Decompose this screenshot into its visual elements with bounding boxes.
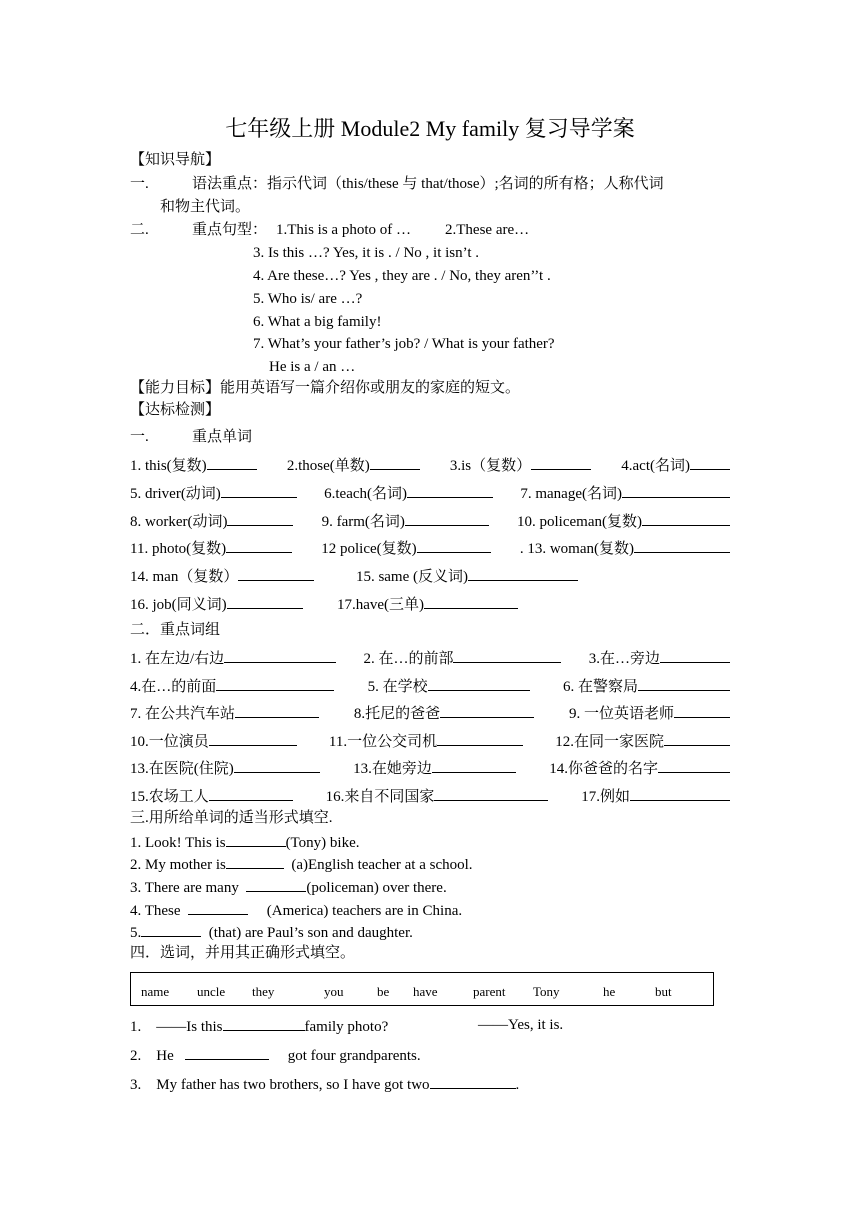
answer-blank[interactable]: [221, 482, 297, 498]
page-title: 七年级上册 Module2 My family 复习导学案: [225, 116, 635, 141]
word-bank-item: have: [413, 984, 438, 999]
answer-blank[interactable]: [226, 853, 284, 869]
answer-blank[interactable]: [226, 831, 286, 847]
vocab-item: 3.is（复数）: [449, 458, 532, 474]
word-bank-item: be: [377, 984, 390, 999]
sentence-4: 4. Are these…? Yes , they are . / No, they aren’’t .: [253, 268, 551, 284]
phrase-item: 1. 在左边/右边: [130, 651, 225, 667]
phrase-item: 4.在…的前面: [130, 679, 217, 695]
vocab-heading: 重点单词: [192, 429, 253, 445]
phrase-item: 2. 在…的前部: [363, 651, 454, 667]
answer-blank[interactable]: [622, 482, 730, 498]
vocab-row: [130, 454, 730, 476]
phrase-item: 13.在她旁边: [353, 761, 432, 777]
choose-answer-1: ——Yes, it is.: [478, 1017, 564, 1033]
word-bank-item: uncle: [197, 984, 226, 999]
answer-blank[interactable]: [207, 454, 257, 470]
phrase-item: 9. 一位英语老师: [568, 706, 674, 722]
grammar-line1: 语法重点：指示代词（this/these 与 that/those）;名词的所有格；人称代词: [192, 176, 664, 192]
vocab-item: 9. farm(名词): [321, 514, 405, 530]
word-bank-item: name: [141, 984, 170, 999]
answer-blank[interactable]: [660, 647, 730, 663]
question-text: .: [515, 1077, 520, 1093]
answer-blank[interactable]: [468, 565, 578, 581]
phrase-item: 16.来自不同国家: [325, 789, 435, 805]
answer-blank[interactable]: [223, 1015, 305, 1031]
vocab-num: 一.: [130, 429, 149, 445]
phrase-item: 17.例如: [581, 789, 630, 805]
question-number: 1.: [130, 1019, 142, 1035]
word-bank-item: he: [603, 984, 616, 999]
vocab-item: . 13. woman(复数): [519, 541, 634, 557]
sentence-1: 1.This is a photo of …: [276, 222, 411, 238]
answer-blank[interactable]: [453, 647, 561, 663]
phrase-row: [130, 675, 730, 697]
answer-blank[interactable]: [407, 482, 493, 498]
sentence-3: 3. Is this …? Yes, it is . / No , it isn’t .: [253, 245, 480, 261]
word-bank: [130, 972, 714, 1006]
question-text: (a)English teacher at a school.: [291, 857, 473, 873]
question-text: (Tony) bike.: [285, 835, 360, 851]
answer-blank[interactable]: [370, 454, 420, 470]
answer-blank[interactable]: [405, 510, 489, 526]
phrase-row: [130, 730, 730, 752]
answer-blank[interactable]: [658, 757, 730, 773]
answer-blank[interactable]: [434, 785, 548, 801]
answer-blank[interactable]: [664, 730, 730, 746]
vocab-row: [130, 593, 518, 615]
phrase-item: 10.一位演员: [130, 734, 209, 750]
phrase-item: 8.托尼的爸爸: [353, 706, 441, 722]
sentence-7: 7. What’s your father’s job? / What is your father?: [253, 336, 555, 352]
answer-blank[interactable]: [185, 1044, 269, 1060]
answer-blank[interactable]: [238, 565, 314, 581]
word-bank-item: parent: [473, 984, 506, 999]
question-number: 2.: [130, 1048, 142, 1064]
sentences-num: 二.: [130, 222, 149, 238]
answer-blank[interactable]: [227, 510, 293, 526]
question-number: 3.: [130, 1077, 142, 1093]
phrase-item: 5. 在学校: [367, 679, 428, 695]
phrase-row: [130, 647, 730, 669]
answer-blank[interactable]: [638, 675, 730, 691]
phrase-item: 7. 在公共汽车站: [130, 706, 236, 722]
answer-blank[interactable]: [209, 785, 293, 801]
phrase-item: 11.一位公交司机: [328, 734, 438, 750]
forms-heading: 三.用所给单词的适当形式填空.: [130, 810, 333, 826]
forms-question-1: [130, 831, 360, 853]
ability-goal: 【能力目标】能用英语写一篇介绍你或朋友的家庭的短文。: [130, 380, 521, 396]
vocab-item: 2.those(单数): [286, 458, 370, 474]
vocab-item: 11. photo(复数): [130, 541, 227, 557]
phrase-item: 14.你爸爸的名字: [549, 761, 658, 777]
vocab-item: 16. job(同义词): [130, 597, 227, 613]
answer-blank[interactable]: [440, 702, 534, 718]
vocab-item: 14. man（复数）: [130, 569, 239, 585]
sentences-label: 重点句型：: [192, 222, 268, 238]
sentence-2: 2.These are…: [445, 222, 530, 238]
question-text: 5.: [130, 925, 142, 941]
phrase-item: 12.在同一家医院: [555, 734, 664, 750]
sentence-6: 6. What a big family!: [253, 314, 382, 330]
vocab-item: 7. manage(名词): [520, 486, 622, 502]
grammar-num: 一.: [130, 176, 149, 192]
sentence-7b: He is a / an …: [269, 359, 356, 375]
answer-blank[interactable]: [417, 537, 491, 553]
answer-blank[interactable]: [188, 899, 248, 915]
word-bank-item: you: [324, 984, 344, 999]
question-text: family photo?: [304, 1019, 389, 1035]
question-text: (that) are Paul’s son and daughter.: [208, 925, 413, 941]
answer-blank[interactable]: [141, 921, 201, 937]
choose-question-1: [130, 1015, 388, 1037]
forms-question-4: [130, 899, 462, 921]
word-bank-item: they: [252, 984, 275, 999]
forms-question-2: [130, 853, 473, 875]
vocab-item: 8. worker(动词): [130, 514, 228, 530]
vocab-item: 10. policeman(复数): [517, 514, 642, 530]
word-bank-item: but: [655, 984, 672, 999]
phrase-item: 6. 在警察局: [562, 679, 638, 695]
answer-blank[interactable]: [642, 510, 730, 526]
question-text: got four grandparents.: [287, 1048, 421, 1064]
question-text: 3. There are many: [130, 880, 239, 896]
answer-blank[interactable]: [227, 593, 303, 609]
question-text: 4. These: [130, 903, 181, 919]
question-text: (America) teachers are in China.: [266, 903, 463, 919]
answer-blank[interactable]: [226, 537, 292, 553]
answer-blank[interactable]: [430, 1073, 516, 1089]
vocab-row: [130, 510, 730, 532]
question-text: (policeman) over there.: [306, 880, 447, 896]
answer-blank[interactable]: [209, 730, 297, 746]
answer-blank[interactable]: [224, 647, 336, 663]
vocab-item: 4.act(名词): [621, 458, 690, 474]
phrase-item: 15.农场工人: [130, 789, 209, 805]
question-text: 1. Look! This is: [130, 835, 226, 851]
answer-blank[interactable]: [437, 730, 523, 746]
vocab-row: [130, 565, 578, 587]
answer-blank[interactable]: [531, 454, 591, 470]
nav-header: 【知识导航】: [130, 152, 221, 168]
question-text: ——Is this: [156, 1019, 223, 1035]
vocab-item: 6.teach(名词): [324, 486, 408, 502]
choose-question-3: [130, 1073, 519, 1095]
phrase-row: [130, 757, 730, 779]
answer-blank[interactable]: [235, 702, 319, 718]
choose-heading: 四．选词，并用其正确形式填空。: [130, 945, 356, 961]
answer-blank[interactable]: [432, 757, 516, 773]
answer-blank[interactable]: [246, 876, 306, 892]
forms-question-5: [130, 921, 413, 943]
check-header: 【达标检测】: [130, 402, 221, 418]
answer-blank[interactable]: [424, 593, 518, 609]
vocab-item: 5. driver(动词): [130, 486, 221, 502]
phrases-heading: 二．重点词组: [130, 622, 221, 638]
sentence-5: 5. Who is/ are …?: [253, 291, 363, 307]
answer-blank[interactable]: [428, 675, 530, 691]
phrase-item: 3.在…旁边: [588, 651, 660, 667]
word-bank-item: Tony: [533, 984, 560, 999]
grammar-line2: 和物主代词。: [160, 199, 251, 215]
answer-blank[interactable]: [634, 537, 730, 553]
vocab-row: [130, 482, 730, 504]
phrase-row: [130, 785, 730, 807]
forms-question-3: [130, 876, 447, 898]
choose-question-2: [130, 1044, 421, 1066]
vocab-row: [130, 537, 730, 559]
phrase-row: [130, 702, 730, 724]
answer-blank[interactable]: [234, 757, 320, 773]
answer-blank[interactable]: [674, 702, 730, 718]
phrase-item: 13.在医院(住院): [130, 761, 234, 777]
vocab-item: 1. this(复数): [130, 458, 207, 474]
question-text: 2. My mother is: [130, 857, 226, 873]
answer-blank[interactable]: [630, 785, 730, 801]
vocab-item: 17.have(三单): [336, 597, 424, 613]
vocab-item: 12 police(复数): [321, 541, 417, 557]
question-text: He: [156, 1048, 174, 1064]
vocab-item: 15. same (反义词): [355, 569, 468, 585]
answer-blank[interactable]: [216, 675, 334, 691]
answer-blank[interactable]: [690, 454, 730, 470]
question-text: My father has two brothers, so I have got two: [156, 1077, 430, 1093]
